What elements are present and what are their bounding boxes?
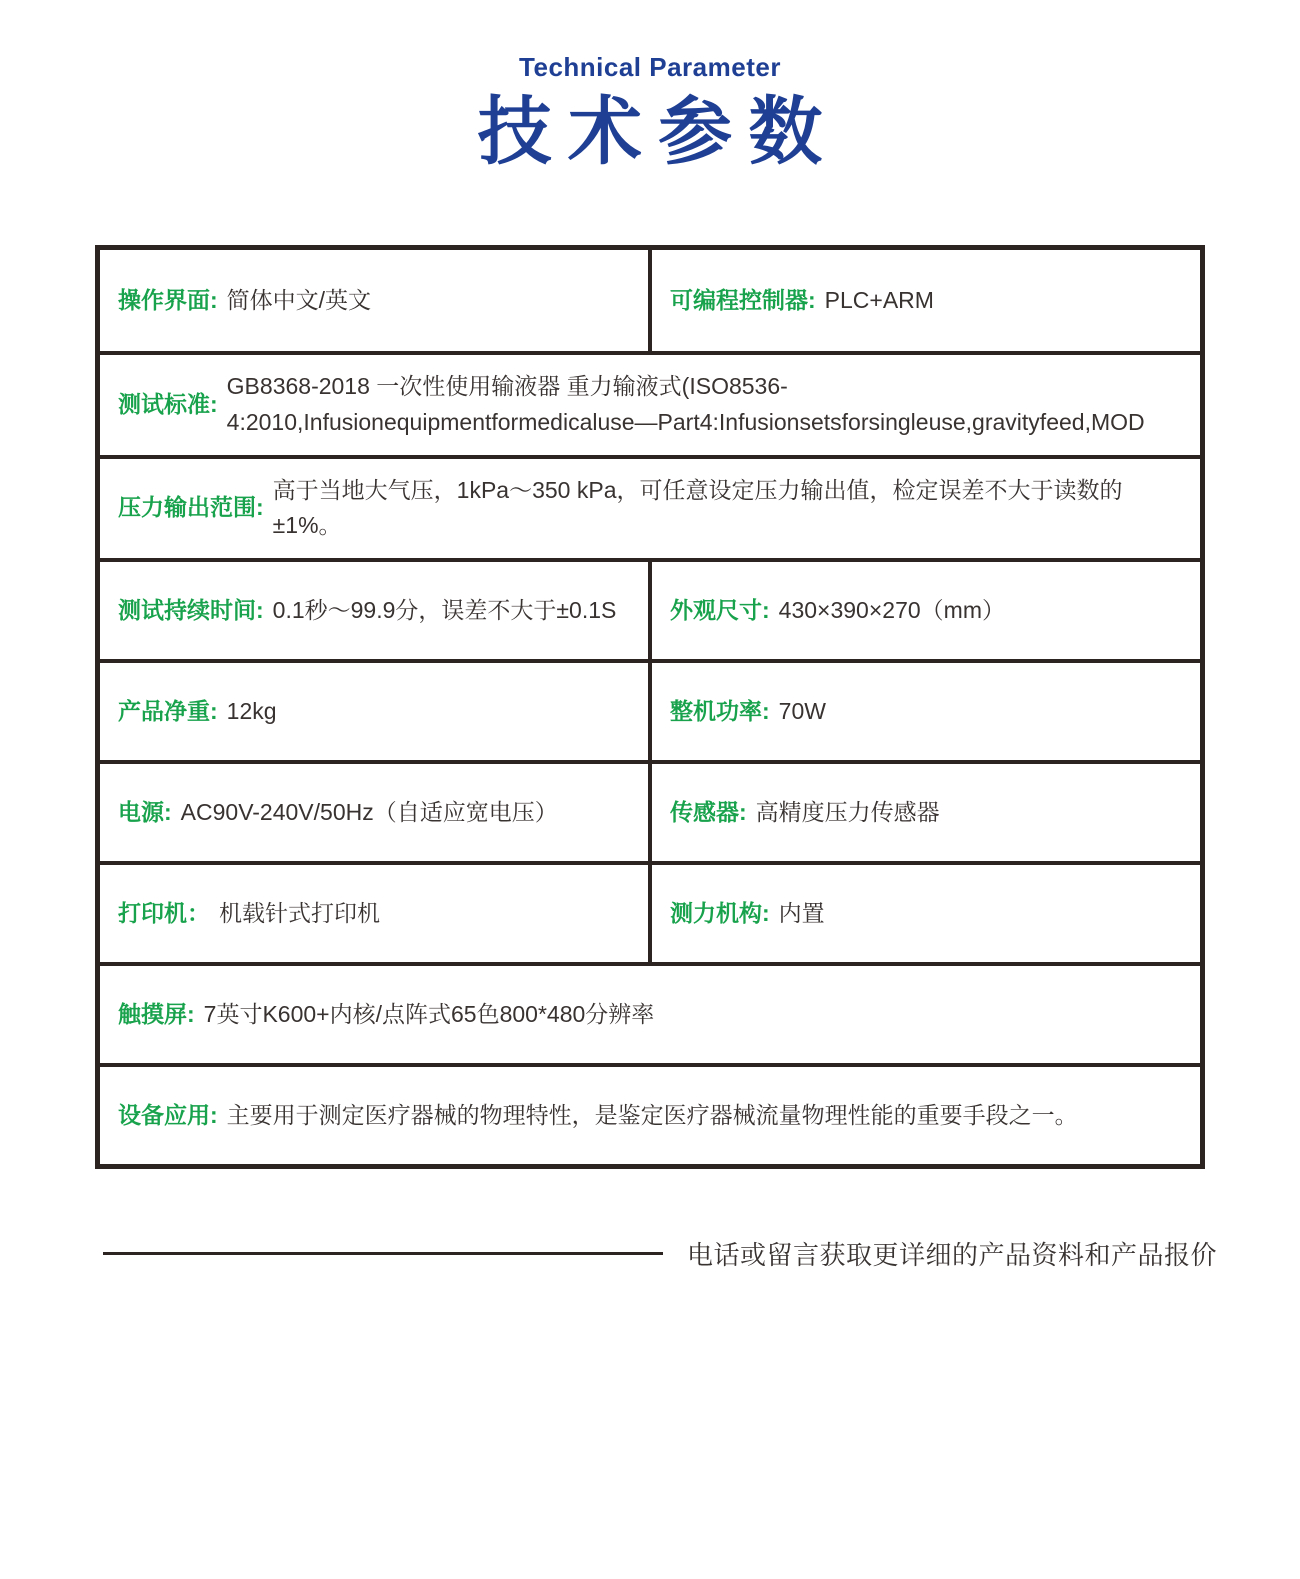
table-row xyxy=(100,962,1200,1063)
table-cell xyxy=(100,250,648,351)
table-cell xyxy=(648,764,1200,861)
table-cell xyxy=(100,562,648,659)
table-row xyxy=(100,250,1200,351)
spec-value: 高于当地大气压，1kPa～350 kPa，可任意设定压力输出值，检定误差不大于读数的±1%。 xyxy=(272,476,1123,539)
page-footer xyxy=(103,1235,1218,1272)
spec-value: 70W xyxy=(778,697,826,724)
table-cell xyxy=(100,764,648,861)
table-cell xyxy=(648,865,1200,962)
spec-label: 测力机构: xyxy=(670,899,770,926)
spec-label: 设备应用: xyxy=(118,1101,218,1128)
footer-divider-line xyxy=(103,1252,663,1255)
table-cell xyxy=(100,966,1200,1063)
spec-value: 7英寸K600+内核/点阵式65色800*480分辨率 xyxy=(203,1000,655,1027)
table-row xyxy=(100,659,1200,760)
spec-value: PLC+ARM xyxy=(824,287,934,314)
table-cell xyxy=(100,1067,1200,1164)
spec-label: 外观尺寸: xyxy=(670,596,770,623)
table-row xyxy=(100,1063,1200,1164)
spec-label: 操作界面: xyxy=(118,287,218,314)
spec-value: GB8368-2018 一次性使用输液器 重力输液式(ISO8536-4:2010,Infusionequipmentformedicaluse—Part4:Infusionsetsforsingleuse,gravityfeed,MOD xyxy=(226,373,1145,436)
spec-value: 机载针式打印机 xyxy=(219,899,380,926)
table-row xyxy=(100,558,1200,659)
spec-value: 430×390×270（mm） xyxy=(778,596,1005,623)
table-cell xyxy=(100,355,1200,454)
spec-table xyxy=(95,245,1205,1169)
table-cell xyxy=(648,562,1200,659)
spec-label: 测试持续时间: xyxy=(118,596,264,623)
spec-label: 整机功率: xyxy=(670,697,770,724)
table-cell xyxy=(648,663,1200,760)
spec-label: 压力输出范围: xyxy=(118,494,264,521)
spec-value: 主要用于测定医疗器械的物理特性，是鉴定医疗器械流量物理性能的重要手段之一。 xyxy=(226,1101,1078,1128)
footer-note: 电话或留言获取更详细的产品资料和产品报价 xyxy=(687,1239,1218,1270)
subtitle-en: Technical Parameter xyxy=(519,52,781,82)
spec-label: 触摸屏: xyxy=(118,1000,195,1027)
spec-value: 0.1秒～99.9分，误差不大于±0.1S xyxy=(272,596,617,623)
table-row xyxy=(100,760,1200,861)
spec-value: 高精度压力传感器 xyxy=(755,798,940,825)
table-cell xyxy=(648,250,1200,351)
table-cell xyxy=(100,663,648,760)
table-cell xyxy=(100,865,648,962)
page-header xyxy=(0,52,1300,172)
spec-value: AC90V-240V/50Hz（自适应宽电压） xyxy=(180,798,558,825)
spec-label: 产品净重: xyxy=(118,697,218,724)
table-row xyxy=(100,861,1200,962)
spec-value: 内置 xyxy=(778,899,825,926)
page-title: 技术参数 xyxy=(477,90,839,173)
table-cell xyxy=(100,459,1200,558)
spec-label: 电源: xyxy=(118,798,172,825)
spec-value: 简体中文/英文 xyxy=(226,287,372,314)
spec-label: 可编程控制器: xyxy=(670,287,816,314)
spec-label: 打印机： xyxy=(118,899,210,926)
table-row xyxy=(100,455,1200,558)
table-row xyxy=(100,351,1200,454)
spec-label: 测试标准: xyxy=(118,391,218,418)
spec-label: 传感器: xyxy=(670,798,747,825)
spec-value: 12kg xyxy=(226,697,277,724)
